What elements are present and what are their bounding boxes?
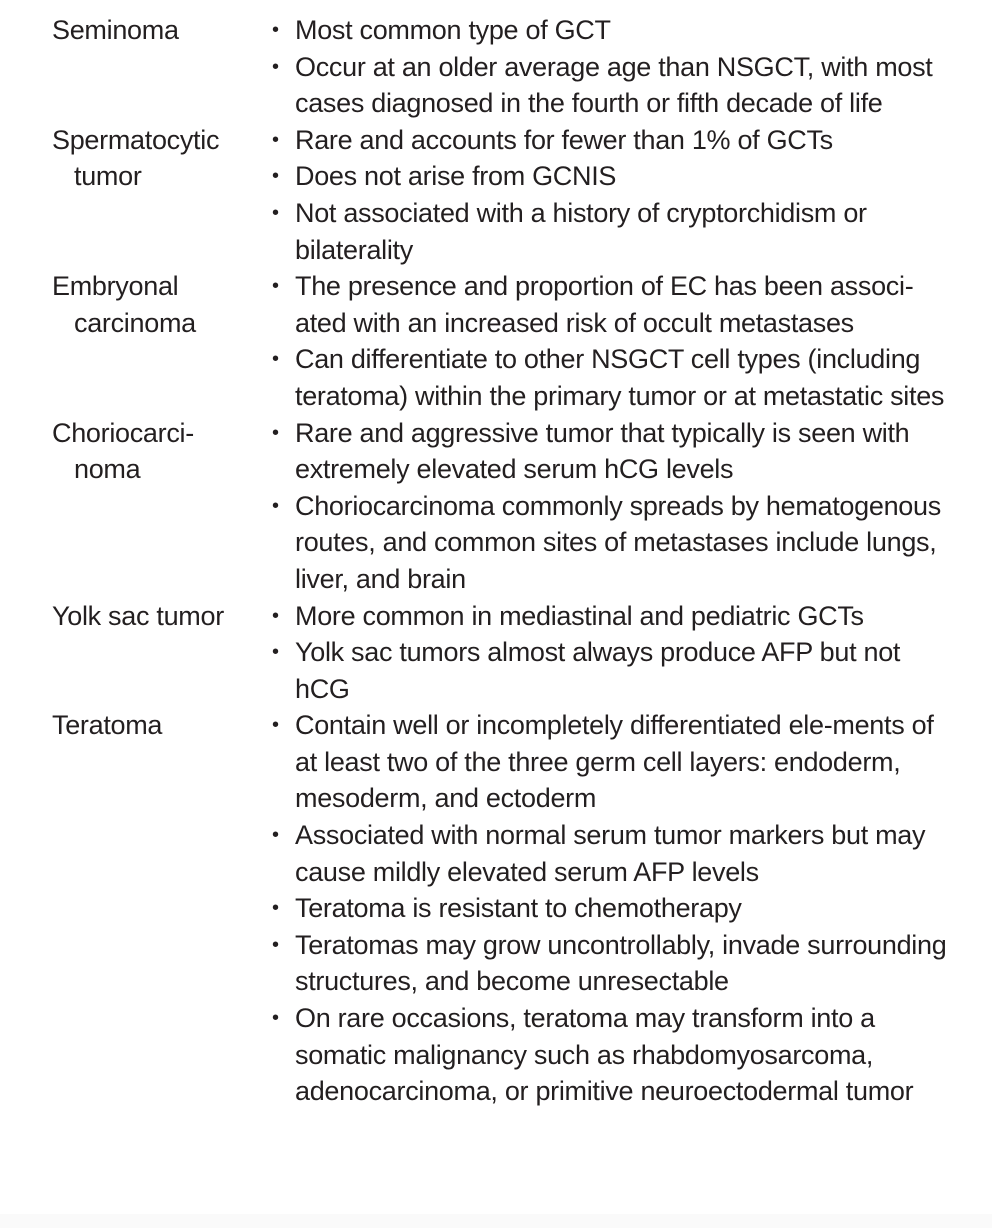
tumor-type-term	[52, 415, 270, 598]
list-item	[270, 707, 952, 817]
list-item	[270, 268, 952, 341]
characteristics-list	[270, 122, 952, 268]
characteristics-list	[270, 268, 952, 414]
bullet-icon: •	[272, 421, 279, 444]
item-text: Teratomas may grow uncontrollably, invade surrounding structures, and become unresectable	[295, 929, 947, 997]
characteristics-list	[270, 598, 952, 708]
table-row	[52, 12, 952, 122]
item-text: Choriocarcinoma commonly spreads by hematogenous routes, and common sites of metastases include lungs, liver, and brain	[295, 490, 941, 594]
item-text: The presence and proportion of EC has been associ-ated with an increased risk of occult metastases	[295, 271, 914, 338]
bullet-icon: •	[272, 714, 279, 737]
item-text: Rare and aggressive tumor that typically is seen with extremely elevated serum hCG levels	[295, 417, 910, 485]
bullet-icon: •	[272, 201, 279, 224]
bullet-icon: •	[272, 933, 279, 956]
term-line: Choriocarci-	[52, 417, 194, 448]
bullet-icon: •	[272, 824, 279, 847]
item-text: Teratoma is resistant to chemotherapy	[295, 893, 742, 924]
list-item	[270, 927, 952, 1000]
list-item	[270, 598, 952, 635]
table-row	[52, 268, 952, 414]
list-item	[270, 634, 952, 707]
bullet-icon: •	[272, 641, 279, 664]
list-item	[270, 817, 952, 890]
list-item	[270, 488, 952, 598]
list-item	[270, 890, 952, 927]
term-line: Embryonal	[52, 271, 179, 302]
item-text: Contain well or incompletely differentiated ele-ments of at least two of the three germ cell layers: endoderm, mesoderm, and ectoderm	[295, 710, 934, 814]
list-item	[270, 49, 952, 122]
tumor-type-term	[52, 707, 270, 1110]
bullet-icon: •	[272, 55, 279, 78]
table-row	[52, 415, 952, 598]
item-text: Rare and accounts for fewer than 1% of GCTs	[295, 124, 833, 155]
term-line: Teratoma	[52, 710, 163, 741]
bullet-icon: •	[272, 165, 279, 188]
tumor-type-term	[52, 598, 270, 708]
bullet-icon: •	[272, 897, 279, 920]
list-item	[270, 341, 952, 414]
list-item	[270, 12, 952, 49]
list-item	[270, 1000, 952, 1110]
bullet-icon: •	[272, 348, 279, 371]
tumor-type-term	[52, 268, 270, 414]
term-line: noma	[74, 454, 141, 485]
list-item	[270, 195, 952, 268]
bullet-icon: •	[272, 128, 279, 151]
characteristics-list	[270, 12, 952, 122]
bullet-icon: •	[272, 604, 279, 627]
term-line: carcinoma	[74, 307, 196, 338]
bullet-icon: •	[272, 275, 279, 298]
bullet-icon: •	[272, 19, 279, 41]
term-line: Yolk sac tumor	[52, 600, 224, 631]
item-text: Occur at an older average age than NSGCT, with most cases diagnosed in the fourth or fifth decade of life	[295, 51, 933, 119]
item-text: Most common type of GCT	[295, 15, 611, 45]
term-line: Spermatocytic	[52, 124, 220, 155]
item-text: Yolk sac tumors almost always produce AFP but not hCG	[295, 637, 901, 704]
tumor-type-term	[52, 122, 270, 268]
item-text: On rare occasions, teratoma may transform into a somatic malignancy such as rhabdomyosarcoma, adenocarcinoma, or primitive neuroectodermal tumor	[295, 1003, 914, 1107]
term-line: tumor	[74, 161, 142, 192]
gct-types-table	[52, 12, 952, 1110]
table-row	[52, 598, 952, 708]
table-row	[52, 707, 952, 1110]
item-text: More common in mediastinal and pediatric GCTs	[295, 600, 864, 631]
bullet-icon: •	[272, 494, 279, 517]
list-item	[270, 158, 952, 195]
list-item	[270, 415, 952, 488]
item-text: Can differentiate to other NSGCT cell types (including teratoma) within the primary tumor or at metastatic sites	[295, 344, 945, 411]
tumor-type-term	[52, 12, 270, 122]
list-item	[270, 122, 952, 159]
item-text: Does not arise from GCNIS	[295, 161, 617, 192]
term-line: Seminoma	[52, 15, 179, 45]
item-text: Not associated with a history of cryptorchidism or bilaterality	[295, 197, 867, 265]
item-text: Associated with normal serum tumor markers but may cause mildly elevated serum AFP levels	[295, 820, 926, 887]
characteristics-list	[270, 415, 952, 598]
bullet-icon: •	[272, 1007, 279, 1030]
table-row	[52, 122, 952, 268]
page-bottom-edge	[0, 1214, 992, 1228]
characteristics-list	[270, 707, 952, 1110]
